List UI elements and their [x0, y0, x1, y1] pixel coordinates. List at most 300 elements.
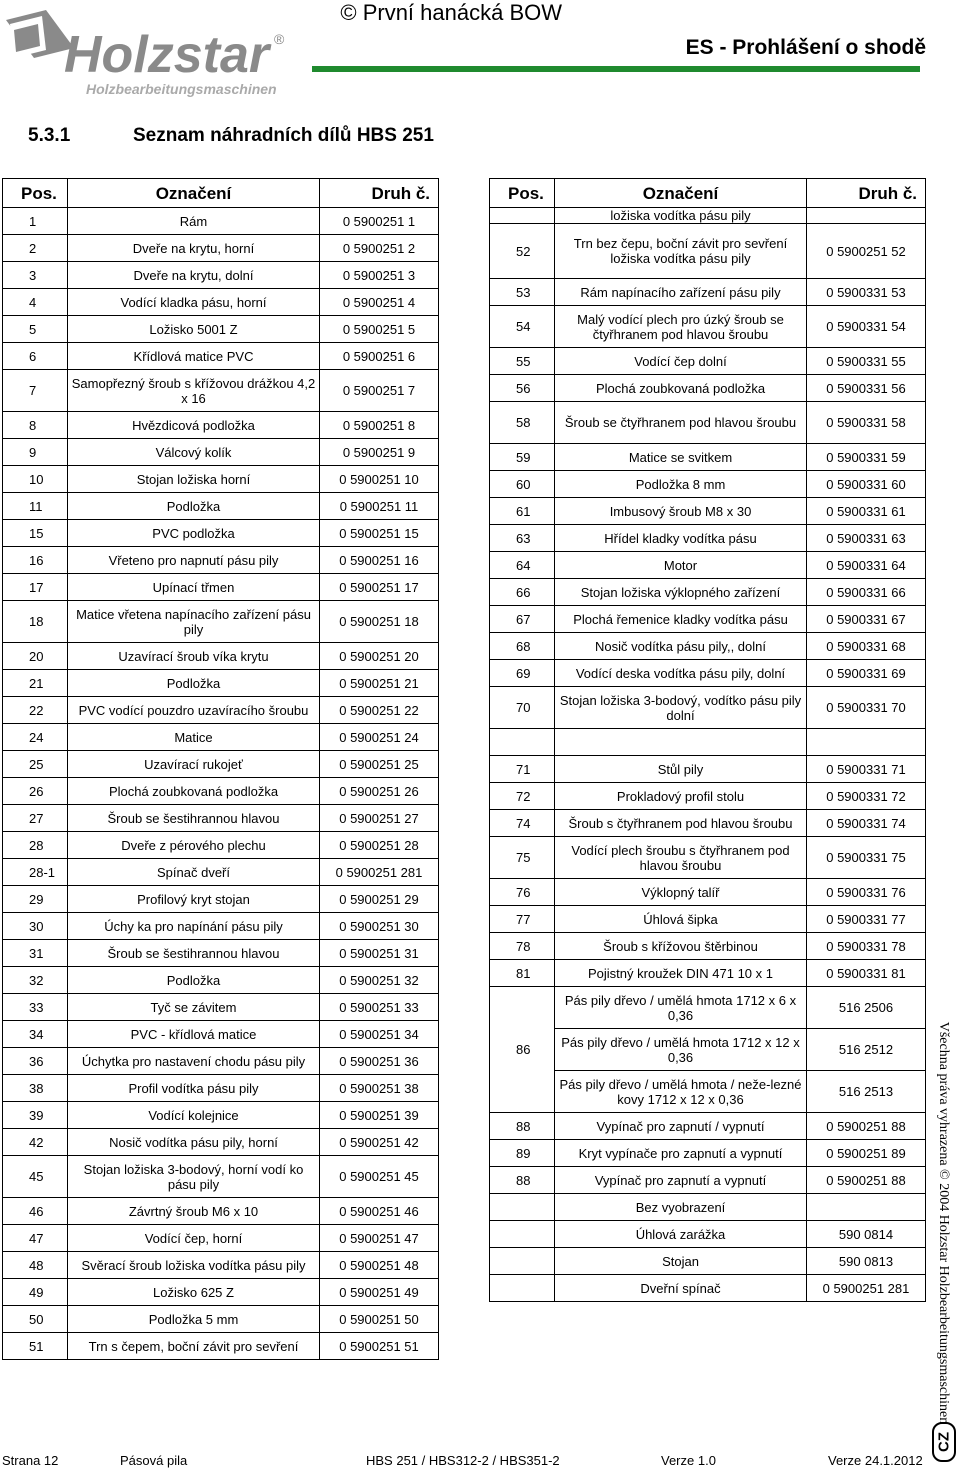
cell-pos: 7 — [3, 370, 68, 412]
cell-druh: 0 5900251 36 — [320, 1048, 439, 1075]
cell-druh: 0 5900331 70 — [807, 687, 926, 729]
cell-druh: 0 5900251 25 — [320, 751, 439, 778]
cell-druh: 516 2512 — [807, 1029, 926, 1071]
cell-pos: 4 — [3, 289, 68, 316]
cell-druh: 0 5900251 20 — [320, 643, 439, 670]
cell-druh: 0 5900251 5 — [320, 316, 439, 343]
cell-pos: 6 — [3, 343, 68, 370]
cell-pos: 88 — [490, 1113, 555, 1140]
table-row — [3, 697, 439, 724]
cell-oznaceni — [555, 729, 807, 756]
cell-druh: 590 0814 — [807, 1221, 926, 1248]
parts-table-right — [489, 178, 926, 1302]
cell-pos: 36 — [3, 1048, 68, 1075]
cell-pos: 28 — [3, 832, 68, 859]
table-row — [3, 370, 439, 412]
cell-oznaceni: Vypínač pro zapnutí a vypnutí — [555, 1167, 807, 1194]
svg-text:®: ® — [274, 31, 285, 47]
parts-table-left — [2, 178, 439, 1360]
footer-page: Strana 12 — [2, 1453, 59, 1468]
cell-pos: 18 — [3, 601, 68, 643]
cell-druh: 0 5900251 24 — [320, 724, 439, 751]
cell-oznaceni: Trn bez čepu, boční závit pro sevření ložiska vodítka pásu pily — [555, 224, 807, 279]
cell-pos: 11 — [3, 493, 68, 520]
cell-oznaceni: Profil vodítka pásu pily — [68, 1075, 320, 1102]
cell-oznaceni: Podložka 5 mm — [68, 1306, 320, 1333]
table-row — [3, 1198, 439, 1225]
table-row — [3, 235, 439, 262]
table-row — [3, 1102, 439, 1129]
cell-pos: 71 — [490, 756, 555, 783]
header-oznaceni: Označení — [555, 179, 807, 208]
table-row — [3, 1306, 439, 1333]
cell-druh: 516 2513 — [807, 1071, 926, 1113]
cell-pos: 39 — [3, 1102, 68, 1129]
cell-oznaceni: Stojan ložiska 3-bodový, horní vodí ko pásu pily — [68, 1156, 320, 1198]
table-row — [490, 933, 926, 960]
cell-druh: 0 5900251 88 — [807, 1113, 926, 1140]
cell-oznaceni: Výklopný talíř — [555, 879, 807, 906]
cell-pos: 32 — [3, 967, 68, 994]
table-row — [3, 751, 439, 778]
cell-oznaceni: Tyč se závitem — [68, 994, 320, 1021]
cell-oznaceni: Podložka — [68, 670, 320, 697]
cell-druh: 0 5900251 2 — [320, 235, 439, 262]
cell-oznaceni: Podložka 8 mm — [555, 471, 807, 498]
table-row — [490, 375, 926, 402]
cell-druh: 0 5900331 81 — [807, 960, 926, 987]
cell-oznaceni: Stojan — [555, 1248, 807, 1275]
cell-druh: 0 5900251 15 — [320, 520, 439, 547]
cell-oznaceni: Uzavírací šroub víka krytu — [68, 643, 320, 670]
cell-pos: 76 — [490, 879, 555, 906]
cell-pos: 31 — [3, 940, 68, 967]
cell-druh: 0 5900251 18 — [320, 601, 439, 643]
cell-pos: 88 — [490, 1167, 555, 1194]
cell-pos: 20 — [3, 643, 68, 670]
cell-oznaceni: Vodící kolejnice — [68, 1102, 320, 1129]
table-row — [490, 1029, 926, 1071]
header-pos: Pos. — [490, 179, 555, 208]
cell-pos: 17 — [3, 574, 68, 601]
cell-pos: 67 — [490, 606, 555, 633]
table-row — [490, 525, 926, 552]
cell-druh: 0 5900251 281 — [320, 859, 439, 886]
cell-oznaceni: Stůl pily — [555, 756, 807, 783]
cell-druh: 0 5900331 64 — [807, 552, 926, 579]
cell-oznaceni: Pás pily dřevo / umělá hmota 1712 x 12 x 0,36 — [555, 1029, 807, 1071]
cell-pos: 72 — [490, 783, 555, 810]
cell-pos: 48 — [3, 1252, 68, 1279]
cell-druh: 0 5900251 38 — [320, 1075, 439, 1102]
table-row — [3, 1156, 439, 1198]
cell-pos: 68 — [490, 633, 555, 660]
cell-oznaceni: Vodící kladka pásu, horní — [68, 289, 320, 316]
table-row — [3, 994, 439, 1021]
cell-druh: 0 5900251 28 — [320, 832, 439, 859]
cell-druh: 0 5900331 67 — [807, 606, 926, 633]
table-row — [3, 643, 439, 670]
cell-oznaceni: Pojistný kroužek DIN 471 10 x 1 — [555, 960, 807, 987]
table-row — [490, 1140, 926, 1167]
cell-druh: 0 5900251 32 — [320, 967, 439, 994]
cell-oznaceni: Vodící čep dolní — [555, 348, 807, 375]
table-row — [490, 606, 926, 633]
table-row — [3, 289, 439, 316]
cell-druh: 0 5900251 1 — [320, 208, 439, 235]
header-oznaceni: Označení — [68, 179, 320, 208]
footer-models: HBS 251 / HBS312-2 / HBS351-2 — [366, 1453, 560, 1468]
cell-druh — [807, 729, 926, 756]
cell-oznaceni: Upínací třmen — [68, 574, 320, 601]
cell-pos: 56 — [490, 375, 555, 402]
cell-oznaceni: Dveře na krytu, horní — [68, 235, 320, 262]
table-row — [3, 724, 439, 751]
cell-oznaceni: Plochá zoubkovaná podložka — [555, 375, 807, 402]
cell-druh: 0 5900251 16 — [320, 547, 439, 574]
cell-pos: 2 — [3, 235, 68, 262]
side-text-label: Všechna práva vyhrazena © 2004 Holzstar Holzbearbeitungsmaschinen — [936, 1021, 951, 1424]
cell-druh: 0 5900251 45 — [320, 1156, 439, 1198]
header-divider — [312, 66, 920, 72]
document-title: ES - Prohlášení o shodě — [685, 36, 926, 59]
table-row — [3, 601, 439, 643]
cell-druh: 0 5900251 89 — [807, 1140, 926, 1167]
table-row — [3, 886, 439, 913]
table-row — [3, 1225, 439, 1252]
table-row — [490, 729, 926, 756]
cell-druh: 0 5900251 6 — [320, 343, 439, 370]
cell-oznaceni: Úhlová zarážka — [555, 1221, 807, 1248]
table-row — [3, 1333, 439, 1360]
cell-druh: 0 5900251 4 — [320, 289, 439, 316]
table-row — [490, 306, 926, 348]
cell-druh: 0 5900331 68 — [807, 633, 926, 660]
table-row — [3, 778, 439, 805]
cell-pos: 8 — [3, 412, 68, 439]
cell-oznaceni: PVC - křídlová matice — [68, 1021, 320, 1048]
table-row — [3, 832, 439, 859]
table-row — [490, 756, 926, 783]
cell-druh: 0 5900251 29 — [320, 886, 439, 913]
cell-pos: 9 — [3, 439, 68, 466]
cell-oznaceni: Šroub s křížovou štěrbinou — [555, 933, 807, 960]
cell-oznaceni: PVC vodící pouzdro uzavíracího šroubu — [68, 697, 320, 724]
cell-oznaceni: Stojan ložiska výklopného zařízení — [555, 579, 807, 606]
table-row — [3, 520, 439, 547]
cell-druh: 0 5900251 42 — [320, 1129, 439, 1156]
cell-pos: 34 — [3, 1021, 68, 1048]
cell-pos — [490, 1194, 555, 1221]
cell-oznaceni: Matice se svitkem — [555, 444, 807, 471]
cell-pos: 25 — [3, 751, 68, 778]
cell-oznaceni: Matice vřetena napínacího zařízení pásu pily — [68, 601, 320, 643]
table-row — [3, 1252, 439, 1279]
cell-druh: 0 5900331 66 — [807, 579, 926, 606]
cell-druh: 0 5900331 54 — [807, 306, 926, 348]
cell-pos: 81 — [490, 960, 555, 987]
cell-druh: 0 5900331 63 — [807, 525, 926, 552]
cell-druh: 0 5900331 72 — [807, 783, 926, 810]
cell-druh: 0 5900331 58 — [807, 402, 926, 444]
cell-pos: 66 — [490, 579, 555, 606]
cell-druh: 0 5900251 48 — [320, 1252, 439, 1279]
table-row — [3, 493, 439, 520]
cell-oznaceni: Stojan ložiska horní — [68, 466, 320, 493]
table-row — [490, 498, 926, 525]
cell-oznaceni: Šroub se šestihrannou hlavou — [68, 805, 320, 832]
copyright-notice: © První hanácká BOW — [340, 0, 562, 25]
cell-pos: 52 — [490, 224, 555, 279]
cell-pos: 30 — [3, 913, 68, 940]
cell-pos: 5 — [3, 316, 68, 343]
cell-oznaceni: Spínač dveří — [68, 859, 320, 886]
cell-oznaceni: Úhlová šipka — [555, 906, 807, 933]
cell-druh: 0 5900251 10 — [320, 466, 439, 493]
cell-oznaceni: Plochá řemenice kladky vodítka pásu — [555, 606, 807, 633]
cell-pos — [490, 729, 555, 756]
cell-pos: 46 — [3, 1198, 68, 1225]
cell-pos: 64 — [490, 552, 555, 579]
table-row — [3, 439, 439, 466]
cell-oznaceni: Vodící plech šroubu s čtyřhranem pod hlavou šroubu — [555, 837, 807, 879]
cell-pos: 69 — [490, 660, 555, 687]
cell-oznaceni: Motor — [555, 552, 807, 579]
cell-oznaceni: PVC podložka — [68, 520, 320, 547]
cell-pos — [490, 1275, 555, 1302]
footer-version: Verze 1.0 — [661, 1453, 716, 1468]
cell-oznaceni: ložiska vodítka pásu pily — [555, 208, 807, 224]
cell-oznaceni: Ložisko 625 Z — [68, 1279, 320, 1306]
cell-oznaceni: Hřídel kladky vodítka pásu — [555, 525, 807, 552]
cell-pos — [490, 1221, 555, 1248]
cell-pos: 22 — [3, 697, 68, 724]
cell-pos: 49 — [3, 1279, 68, 1306]
cell-pos: 42 — [3, 1129, 68, 1156]
cell-pos: 74 — [490, 810, 555, 837]
table-row — [490, 1275, 926, 1302]
cell-druh: 0 5900251 26 — [320, 778, 439, 805]
cell-pos: 55 — [490, 348, 555, 375]
table-row — [3, 466, 439, 493]
cell-pos: 21 — [3, 670, 68, 697]
header-druh: Druh č. — [320, 179, 439, 208]
cell-druh: 590 0813 — [807, 1248, 926, 1275]
cell-druh: 0 5900251 17 — [320, 574, 439, 601]
cell-pos: 1 — [3, 208, 68, 235]
table-row — [490, 224, 926, 279]
table-row — [490, 208, 926, 224]
cell-oznaceni: Dveřní spínač — [555, 1275, 807, 1302]
cell-druh: 0 5900251 34 — [320, 1021, 439, 1048]
table-row — [3, 343, 439, 370]
table-row — [3, 670, 439, 697]
footer-product: Pásová pila — [120, 1453, 188, 1468]
cell-druh: 0 5900251 9 — [320, 439, 439, 466]
cell-druh: 0 5900251 30 — [320, 913, 439, 940]
table-row — [3, 805, 439, 832]
cell-oznaceni: Dveře na krytu, dolní — [68, 262, 320, 289]
table-row — [490, 1248, 926, 1275]
table-row — [490, 687, 926, 729]
copyright-side-text — [936, 1021, 951, 1424]
table-row — [490, 837, 926, 879]
cell-pos: 16 — [3, 547, 68, 574]
table-row — [3, 316, 439, 343]
cell-oznaceni: Vypínač pro zapnutí / vypnutí — [555, 1113, 807, 1140]
cell-druh: 0 5900251 31 — [320, 940, 439, 967]
cell-oznaceni: Úchy ka pro napínání pásu pily — [68, 913, 320, 940]
cell-pos: 33 — [3, 994, 68, 1021]
cell-pos: 86 — [490, 987, 555, 1113]
cell-oznaceni: Ložisko 5001 Z — [68, 316, 320, 343]
table-row — [3, 1075, 439, 1102]
cell-druh: 0 5900251 52 — [807, 224, 926, 279]
table-row — [3, 1279, 439, 1306]
table-row — [490, 1194, 926, 1221]
cell-druh: 0 5900331 69 — [807, 660, 926, 687]
table-row — [3, 859, 439, 886]
cell-pos — [490, 208, 555, 224]
cell-oznaceni: Úchytka pro nastavení chodu pásu pily — [68, 1048, 320, 1075]
table-header-row — [490, 179, 926, 208]
table-row — [490, 633, 926, 660]
cell-pos: 29 — [3, 886, 68, 913]
cell-oznaceni: Válcový kolík — [68, 439, 320, 466]
cell-pos: 10 — [3, 466, 68, 493]
cell-pos — [490, 1248, 555, 1275]
cell-oznaceni: Vodící deska vodítka pásu pily, dolní — [555, 660, 807, 687]
cell-oznaceni: Vřeteno pro napnutí pásu pily — [68, 547, 320, 574]
cell-oznaceni: Dveře z pérového plechu — [68, 832, 320, 859]
table-row — [490, 444, 926, 471]
table-row — [490, 348, 926, 375]
table-row — [3, 1129, 439, 1156]
cell-oznaceni: Matice — [68, 724, 320, 751]
cell-oznaceni: Kryt vypínače pro zapnutí a vypnutí — [555, 1140, 807, 1167]
cell-oznaceni: Rám napínacího zařízení pásu pily — [555, 279, 807, 306]
table-row — [3, 940, 439, 967]
header-pos: Pos. — [3, 179, 68, 208]
cell-druh: 0 5900331 76 — [807, 879, 926, 906]
cell-druh: 0 5900251 22 — [320, 697, 439, 724]
cell-pos: 27 — [3, 805, 68, 832]
cell-druh: 0 5900251 8 — [320, 412, 439, 439]
table-row — [490, 879, 926, 906]
language-badge — [932, 1422, 956, 1462]
parts-table-left-body — [3, 208, 439, 1360]
table-row — [490, 471, 926, 498]
table-row — [3, 574, 439, 601]
table-row — [3, 913, 439, 940]
cell-pos: 70 — [490, 687, 555, 729]
table-row — [3, 1021, 439, 1048]
cell-druh: 0 5900331 75 — [807, 837, 926, 879]
table-row — [490, 783, 926, 810]
cell-pos: 3 — [3, 262, 68, 289]
cell-oznaceni: Rám — [68, 208, 320, 235]
cell-pos: 60 — [490, 471, 555, 498]
cell-oznaceni: Malý vodící plech pro úzký šroub se čtyřhranem pod hlavou šroubu — [555, 306, 807, 348]
cell-pos: 61 — [490, 498, 555, 525]
cell-druh: 0 5900331 78 — [807, 933, 926, 960]
cell-druh: 0 5900331 60 — [807, 471, 926, 498]
cell-pos: 89 — [490, 1140, 555, 1167]
table-row — [490, 552, 926, 579]
cell-oznaceni: Závrtný šroub M6 x 10 — [68, 1198, 320, 1225]
cell-pos: 45 — [3, 1156, 68, 1198]
cell-druh: 0 5900251 39 — [320, 1102, 439, 1129]
cell-druh — [807, 208, 926, 224]
cell-oznaceni: Uzavírací rukojeť — [68, 751, 320, 778]
cell-druh: 0 5900251 49 — [320, 1279, 439, 1306]
cell-oznaceni: Imbusový šroub M8 x 30 — [555, 498, 807, 525]
parts-table-right-body — [490, 208, 926, 1302]
cell-pos: 53 — [490, 279, 555, 306]
cell-oznaceni: Samopřezný šroub s křížovou drážkou 4,2 x 16 — [68, 370, 320, 412]
cell-druh: 0 5900251 51 — [320, 1333, 439, 1360]
cell-pos: 38 — [3, 1075, 68, 1102]
table-row — [3, 208, 439, 235]
language-badge-label: CZ — [935, 1432, 953, 1452]
cell-pos: 75 — [490, 837, 555, 879]
cell-pos: 24 — [3, 724, 68, 751]
cell-oznaceni: Křídlová matice PVC — [68, 343, 320, 370]
table-row — [490, 1071, 926, 1113]
logo-wordmark: Holzstar — [64, 26, 270, 84]
cell-pos: 77 — [490, 906, 555, 933]
cell-oznaceni: Hvězdicová podložka — [68, 412, 320, 439]
cell-oznaceni: Svěrací šroub ložiska vodítka pásu pily — [68, 1252, 320, 1279]
table-row — [490, 960, 926, 987]
cell-oznaceni: Pás pily dřevo / umělá hmota 1712 x 6 x 0,36 — [555, 987, 807, 1029]
holzstar-logo — [6, 10, 306, 100]
section-number: 5.3.1 — [28, 125, 71, 146]
cell-oznaceni: Šroub se šestihrannou hlavou — [68, 940, 320, 967]
cell-druh: 0 5900251 88 — [807, 1167, 926, 1194]
cell-pos: 50 — [3, 1306, 68, 1333]
cell-druh — [807, 1194, 926, 1221]
table-row — [490, 987, 926, 1029]
cell-oznaceni: Podložka — [68, 493, 320, 520]
cell-druh: 0 5900331 74 — [807, 810, 926, 837]
table-header-row — [3, 179, 439, 208]
table-row — [490, 906, 926, 933]
cell-pos: 78 — [490, 933, 555, 960]
cell-druh: 0 5900331 71 — [807, 756, 926, 783]
cell-druh: 0 5900251 27 — [320, 805, 439, 832]
cell-druh: 0 5900331 53 — [807, 279, 926, 306]
cell-oznaceni: Prokladový profil stolu — [555, 783, 807, 810]
table-row — [490, 1113, 926, 1140]
cell-druh: 0 5900331 56 — [807, 375, 926, 402]
cell-pos: 59 — [490, 444, 555, 471]
footer-version-date: Verze 24.1.2012 — [828, 1453, 923, 1468]
cell-druh: 516 2506 — [807, 987, 926, 1029]
table-row — [490, 1167, 926, 1194]
cell-oznaceni: Trn s čepem, boční závit pro sevření — [68, 1333, 320, 1360]
table-row — [490, 579, 926, 606]
table-row — [490, 1221, 926, 1248]
cell-pos: 15 — [3, 520, 68, 547]
cell-druh: 0 5900331 59 — [807, 444, 926, 471]
table-row — [490, 660, 926, 687]
cell-pos: 54 — [490, 306, 555, 348]
cell-druh: 0 5900251 47 — [320, 1225, 439, 1252]
table-row — [3, 547, 439, 574]
cell-pos: 28-1 — [3, 859, 68, 886]
cell-oznaceni: Stojan ložiska 3-bodový, vodítko pásu pily dolní — [555, 687, 807, 729]
